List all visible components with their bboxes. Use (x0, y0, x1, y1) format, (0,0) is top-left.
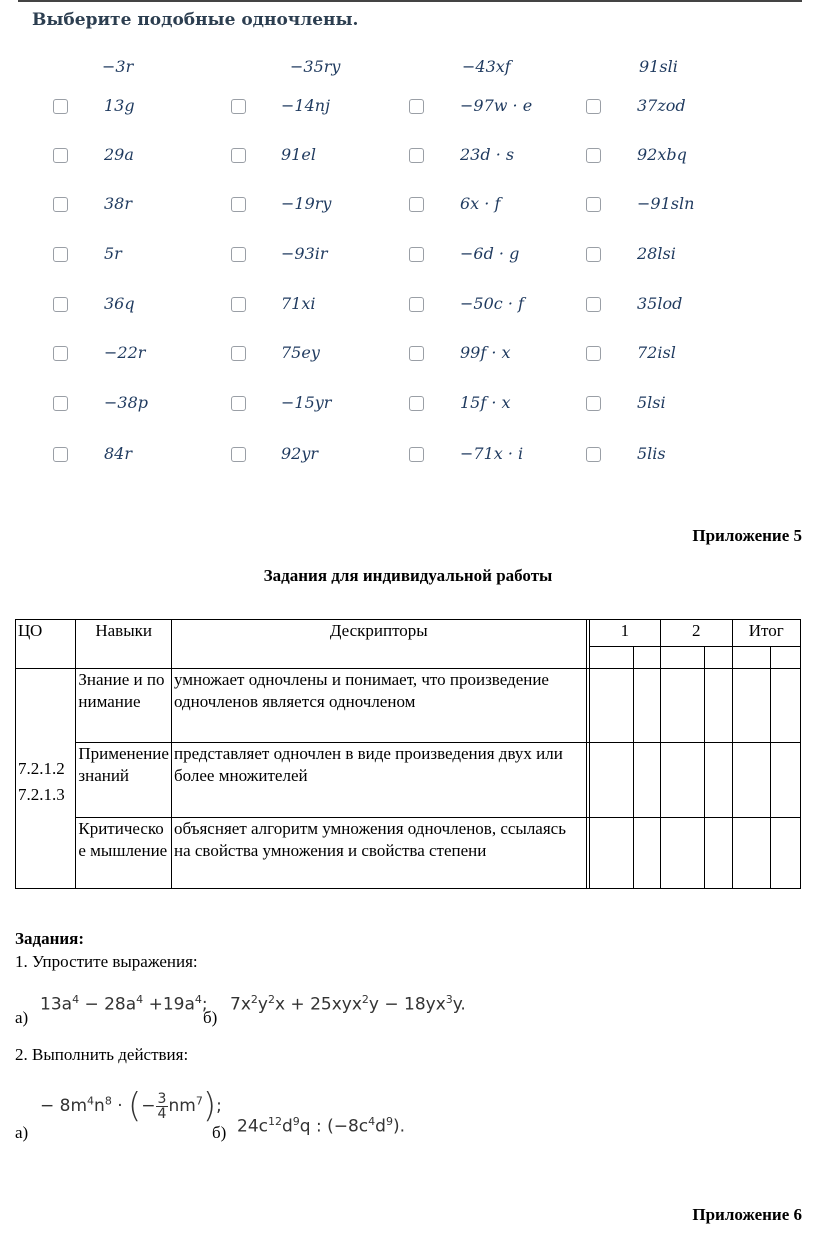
option-checkbox[interactable] (409, 148, 424, 163)
option-checkbox[interactable] (53, 346, 68, 361)
option-checkbox[interactable] (53, 148, 68, 163)
option-checkbox[interactable] (409, 396, 424, 411)
option-checkbox[interactable] (231, 447, 246, 462)
top-rule (18, 0, 802, 2)
option-checkbox[interactable] (409, 447, 424, 462)
option-term: 72isl (637, 343, 676, 362)
option-term: 23d · s (460, 145, 515, 164)
option-term: 99f · x (460, 343, 511, 362)
option-term: 5lsi (637, 393, 666, 412)
header-term-1: −3r (102, 57, 134, 76)
option-checkbox[interactable] (586, 346, 601, 361)
skill-cell: Применение знаний (76, 743, 172, 818)
appendix-5-label: Приложение 5 (692, 526, 802, 545)
descriptor-cell: представляет одночлен в виде произведения двух или более множителей (171, 743, 586, 818)
header-co: ЦО (16, 620, 76, 669)
header-term-3: −43xf (462, 57, 511, 76)
skill-cell: Критическое мышление (76, 818, 172, 889)
option-checkbox[interactable] (53, 396, 68, 411)
option-checkbox[interactable] (586, 396, 601, 411)
option-term: 36q (104, 294, 135, 313)
tasks-heading: Задания: (15, 929, 85, 948)
appendix-6-label: Приложение 6 (692, 1205, 802, 1224)
section-title: Задания для индивидуальной работы (263, 566, 553, 585)
option-term: −38p (104, 393, 149, 412)
option-checkbox[interactable] (231, 297, 246, 312)
codes-cell (16, 669, 76, 889)
task-1-text: 1. Упростите выражения: (15, 952, 198, 971)
option-term: −19ry (281, 194, 332, 213)
option-checkbox[interactable] (53, 297, 68, 312)
header-term-4: 91sli (639, 57, 678, 76)
header-skills: Навыки (76, 620, 172, 669)
option-checkbox[interactable] (231, 247, 246, 262)
header-term-2: −35ry (290, 57, 341, 76)
descriptors-table (15, 619, 801, 889)
formula-1b: $7x^2y^2x + 25xyx^2y - 18yx^3y$. (230, 993, 466, 1015)
formula-2a: − $8m^4n^8$ · (− $\frac{3}{4}$ $nm^7$); (40, 1086, 222, 1126)
option-checkbox[interactable] (231, 148, 246, 163)
option-term: 84r (104, 444, 133, 463)
option-checkbox[interactable] (409, 247, 424, 262)
descriptor-cell: умножает одночлены и понимает, что произведение одночленов является одночленом (171, 669, 586, 743)
option-checkbox[interactable] (231, 396, 246, 411)
option-checkbox[interactable] (231, 99, 246, 114)
option-checkbox[interactable] (53, 447, 68, 462)
option-checkbox[interactable] (53, 99, 68, 114)
option-term: −14nj (281, 96, 331, 115)
option-term: 28lsi (637, 244, 676, 263)
header-col-1: 1 (589, 620, 660, 647)
skill-cell: Знание и понимание (76, 669, 172, 743)
option-checkbox[interactable] (409, 346, 424, 361)
option-term: 92yr (281, 444, 319, 463)
option-term: 38r (104, 194, 133, 213)
task-2-a-label: а) (15, 1123, 29, 1142)
option-term: 92xbq (637, 145, 687, 164)
option-checkbox[interactable] (586, 447, 601, 462)
formula-2b: $24c^{12}d^9q$ : $(-8c^4d^9)$. (237, 1115, 405, 1137)
code-2: 7.2.1.3 (18, 784, 65, 804)
option-term: 6x · f (460, 194, 501, 213)
option-term: 5r (104, 244, 122, 263)
option-term: 91el (281, 145, 316, 164)
option-checkbox[interactable] (53, 247, 68, 262)
option-checkbox[interactable] (586, 297, 601, 312)
option-term: 15f · x (460, 393, 511, 412)
option-checkbox[interactable] (586, 99, 601, 114)
task-2-text: 2. Выполнить действия: (15, 1045, 189, 1064)
option-term: −22r (104, 343, 146, 362)
task-1-a-label: а) (15, 1008, 29, 1027)
formula-1a: $13a^4 - 28a^4 +19a^4$; (40, 993, 208, 1015)
header-col-2: 2 (661, 620, 732, 647)
option-checkbox[interactable] (231, 346, 246, 361)
option-term: 37zod (637, 96, 686, 115)
option-checkbox[interactable] (586, 148, 601, 163)
option-checkbox[interactable] (586, 247, 601, 262)
option-term: −91sln (637, 194, 695, 213)
header-descriptors: Дескрипторы (171, 620, 586, 669)
option-checkbox[interactable] (53, 197, 68, 212)
option-term: −93ir (281, 244, 328, 263)
option-term: 75ey (281, 343, 320, 362)
option-term: −15yr (281, 393, 332, 412)
task-2-b-label: б) (212, 1123, 227, 1142)
header-total: Итог (732, 620, 800, 647)
option-checkbox[interactable] (409, 197, 424, 212)
option-term: 5lis (637, 444, 666, 463)
option-term: 35lod (637, 294, 683, 313)
option-term: −50c · f (460, 294, 524, 313)
task-1-b-label: б) (203, 1008, 218, 1027)
option-checkbox[interactable] (409, 99, 424, 114)
code-1: 7.2.1.2 (18, 758, 65, 778)
option-checkbox[interactable] (409, 297, 424, 312)
option-term: 71xi (281, 294, 316, 313)
quiz-title: Выберите подобные одночлены. (32, 10, 359, 30)
descriptor-cell: объясняет алгоритм умножения одночленов, ссылаясь на свойства умножения и свойства степени (171, 818, 586, 889)
option-term: 29a (104, 145, 134, 164)
option-term: 13g (104, 96, 135, 115)
option-checkbox[interactable] (586, 197, 601, 212)
option-term: −97w · e (460, 96, 533, 115)
option-term: −6d · g (460, 244, 520, 263)
option-term: −71x · i (460, 444, 524, 463)
option-checkbox[interactable] (231, 197, 246, 212)
